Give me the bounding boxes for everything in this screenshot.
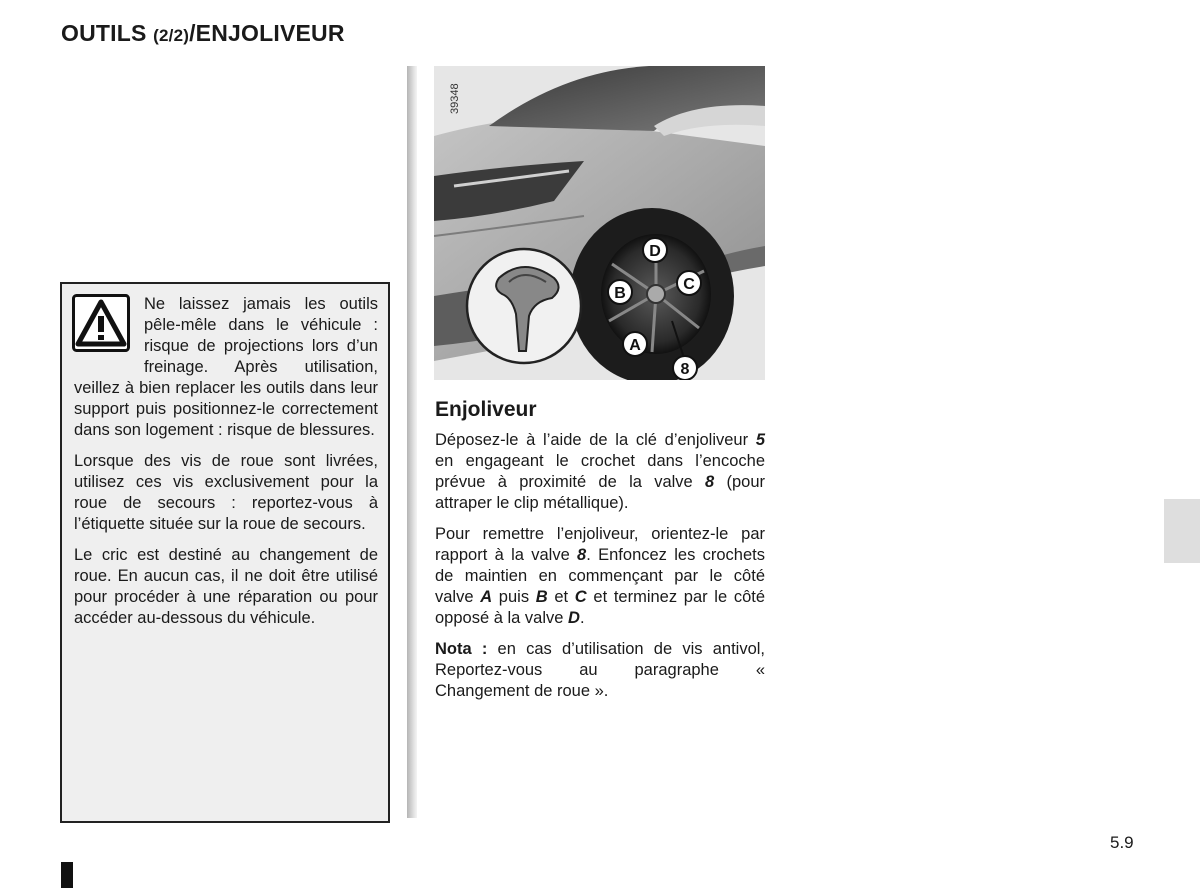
svg-text:D: D [649,243,661,260]
nota-paragraph: Nota : en cas d’utilisation de vis antivol, Reportez-vous au paragraphe « Changement de roue ». [435,640,765,700]
warning-paragraph: Lorsque des vis de roue sont livrées, utilisez ces vis exclusivement pour la roue de secours : reportez-vous à l’étiquette située sur la roue de secours. [74,452,378,533]
label-c [677,271,701,295]
column-divider [407,66,417,818]
title-subject: /ENJOLIVEUR [189,20,345,46]
label-d [643,238,667,262]
title-main: OUTILS [61,20,154,46]
body-paragraph: Déposez-le à l’aide de la clé d’enjoliveur 5 en engageant le crochet dans l’encoche prévue à proximité de la valve 8 (pour attraper le clip métallique). [435,431,765,512]
warning-paragraph: Ne laissez jamais les outils pêle-mêle dans le véhicule : risque de projections lors d’un freinage. Après utilisation, veillez à bien replacer les outils dans leur support puis positionnez-le correctement dans son logement : risque de blessures. [74,295,378,439]
warning-box [60,282,390,823]
svg-text:C: C [683,276,695,293]
wheel-cover-illustration [434,66,765,380]
figure-ref-number: 39348 [449,83,461,114]
label-valve-8 [673,356,697,380]
warning-text [74,294,378,639]
chapter-tab [1164,499,1200,563]
section-title: Enjoliveur [435,398,537,421]
label-a [623,332,647,356]
svg-text:A: A [629,337,641,354]
page-number: 5.9 [1110,833,1134,852]
content-column [435,398,765,712]
warning-paragraph: Le cric est destiné au changement de roue. En aucun cas, il ne doit être utilisé pour procéder à une réparation ou pour accéder au-dessous du véhicule. [74,546,378,627]
body-paragraph: Pour remettre l’enjoliveur, orientez-le par rapport à la valve 8. Enfoncez les crochets de maintien en commençant par le côté valve A puis B et C et terminez par le côté opposé à la valve D. [435,525,766,627]
svg-text:8: 8 [680,361,690,378]
nota-label: Nota : [435,640,488,658]
page-corner-mark [61,862,73,888]
label-b [608,280,632,304]
page-title [61,20,345,47]
title-page-indicator: (2/2) [153,26,190,45]
svg-text:B: B [614,285,626,302]
